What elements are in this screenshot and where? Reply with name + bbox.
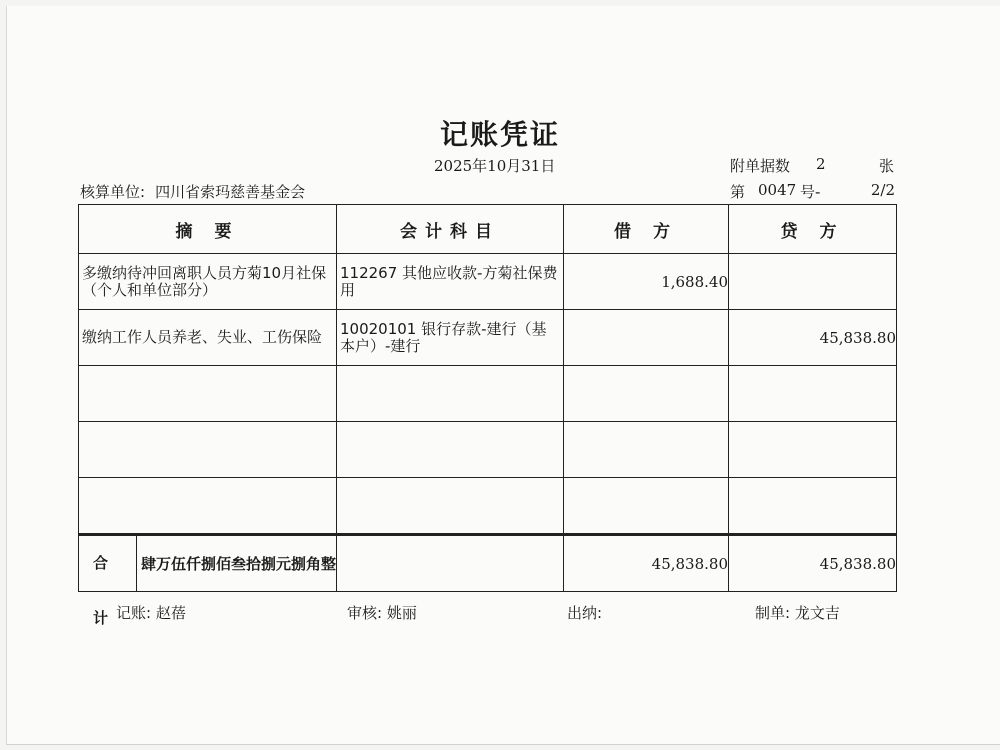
voucher-number-value: 0047 bbox=[758, 181, 797, 199]
voucher-date: 2025年10月31日 bbox=[434, 157, 556, 175]
attachments-number: 2 bbox=[816, 155, 826, 173]
subject-cell bbox=[337, 310, 564, 366]
voucher-number-prefix: 第 bbox=[730, 183, 746, 201]
attachments-count bbox=[730, 155, 895, 176]
total-spacer bbox=[337, 535, 564, 592]
summary-cell bbox=[79, 478, 337, 535]
bookkeeper-signature: 记账: 赵蓓 bbox=[116, 604, 186, 622]
debit-cell bbox=[564, 478, 729, 535]
voucher-number bbox=[730, 181, 895, 202]
summary-cell bbox=[79, 366, 337, 422]
reviewer-signature: 审核: 姚丽 bbox=[347, 604, 417, 622]
header-credit: 贷 方 bbox=[729, 205, 897, 254]
cashier-signature: 出纳: bbox=[567, 604, 603, 622]
accounting-unit bbox=[80, 181, 305, 202]
header-summary: 摘 要 bbox=[79, 205, 337, 254]
debit-cell: 1,688.40 bbox=[564, 254, 729, 310]
debit-cell bbox=[564, 366, 729, 422]
total-amount-in-words: 肆万伍仟捌佰叁拾捌元捌角整 bbox=[140, 555, 336, 573]
preparer-signature: 制单: 龙文吉 bbox=[755, 604, 840, 622]
voucher-page: 2/2 bbox=[870, 181, 895, 199]
summary-text: 缴纳工作人员养老、失业、工伤保险 bbox=[82, 328, 323, 346]
debit-cell bbox=[564, 422, 729, 478]
voucher-number-suffix: 号- bbox=[800, 183, 821, 201]
table-row bbox=[79, 366, 897, 422]
credit-cell: 45,838.80 bbox=[729, 310, 897, 366]
attachments-label: 附单据数 bbox=[730, 157, 791, 175]
subject-cell bbox=[337, 366, 564, 422]
voucher-title: 记账凭证 bbox=[439, 118, 560, 151]
summary-text: 多缴纳待冲回离职人员方菊10月社保（个人和单位部分） bbox=[82, 263, 327, 299]
subject-text: 112267 其他应收款-方菊社保费用 bbox=[340, 263, 558, 299]
subject-text: 10020101 银行存款-建行（基本户）-建行 bbox=[340, 319, 547, 355]
table-row bbox=[79, 254, 897, 310]
total-credit: 45,838.80 bbox=[729, 535, 897, 592]
summary-cell bbox=[79, 422, 337, 478]
credit-cell bbox=[729, 366, 897, 422]
total-label: 合 计 bbox=[79, 536, 137, 591]
subject-cell bbox=[337, 422, 564, 478]
debit-cell bbox=[564, 310, 729, 366]
accounting-unit-label: 核算单位: bbox=[80, 183, 146, 201]
header-subject: 会计科目 bbox=[337, 205, 564, 254]
credit-cell bbox=[729, 478, 897, 535]
table-header-row bbox=[79, 205, 897, 254]
table-row bbox=[79, 422, 897, 478]
table-row bbox=[79, 310, 897, 366]
total-row bbox=[79, 535, 897, 592]
table-row bbox=[79, 478, 897, 535]
attachments-unit: 张 bbox=[878, 157, 894, 175]
summary-cell bbox=[79, 310, 337, 366]
credit-cell bbox=[729, 254, 897, 310]
subject-cell bbox=[337, 478, 564, 535]
summary-cell bbox=[79, 254, 337, 310]
credit-cell bbox=[729, 422, 897, 478]
total-debit: 45,838.80 bbox=[564, 535, 729, 592]
header-debit: 借 方 bbox=[564, 205, 729, 254]
subject-cell bbox=[337, 254, 564, 310]
accounting-unit-value: 四川省索玛慈善基金会 bbox=[155, 183, 306, 201]
